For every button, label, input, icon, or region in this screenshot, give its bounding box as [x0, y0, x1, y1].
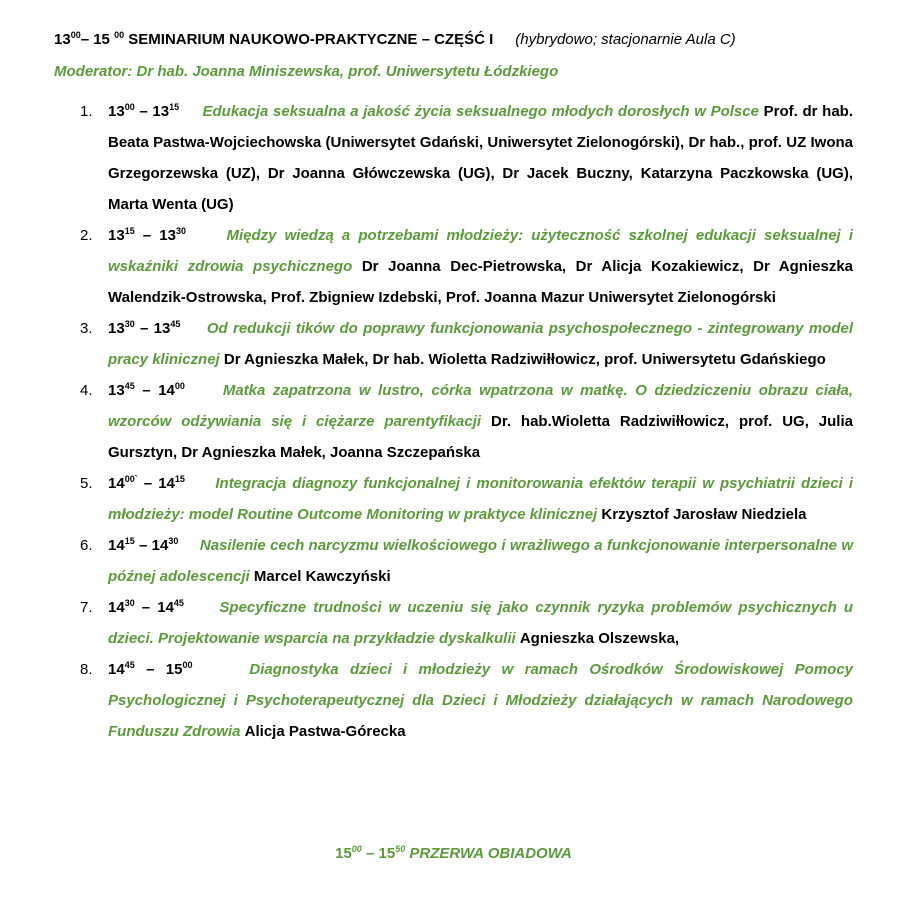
session-header: $13^{00}-$ 15 $^{00}$ SEMINARIUM NAUKOWO-PRAKTYCZNE – CZĘŚĆ I (hybrydowo; stacjonarnie Aula C): [54, 30, 736, 48]
item-start-hour: 13: [108, 227, 125, 244]
agenda-list: [0, 96, 907, 747]
moderator-line: Moderator: Dr hab. Joanna Miniszewska, prof. Uniwersytetu Łódzkiego: [54, 63, 559, 80]
item-title: Od redukcji tików do poprawy funkcjonowania psychospołecznego - zintegrowany model pracy klinicznej: [108, 320, 853, 368]
item-authors: Dr Joanna Dec-Pietrowska, Dr Alicja Kozakiewicz, Dr Agnieszka Walendzik-Ostrowska, Prof. Zbigniew Izdebski, Prof. Joanna Mazur Uniwersytet Zielonogórski: [108, 258, 854, 306]
item-time: $14^{30} - 14^{45}$: [108, 598, 184, 616]
item-start-min: 00`: [124, 474, 138, 484]
item-title: Diagnostyka dzieci i młodzieży w ramach Ośrodków Środowiskowej Pomocy Psychologicznej i Psychoterapeutycznej dla Dzieci i Młodzieży działających w ramach Narodowego Funduszu Zdrowia: [108, 661, 854, 740]
agenda-item: [0, 313, 853, 375]
item-title: Nasilenie cech narcyzmu wielkościowego i wrażliwego a funkcjonowanie interpersonalne w późnej adolescencji: [108, 537, 853, 585]
item-end-hour: 14: [157, 599, 174, 616]
item-title: Integracja diagnozy funkcjonalnej i monitorowania efektów terapii w psychiatrii dzieci i młodzieży: model Routine Outcome Monitoring w praktyce klinicznej: [108, 475, 853, 523]
session-location-note: (hybrydowo; stacjonarnie Aula C): [515, 31, 736, 48]
item-number: 8.: [80, 661, 93, 678]
item-authors: Alicja Pastwa-Górecka: [244, 723, 406, 740]
agenda-item: [0, 654, 853, 747]
item-end-min: 30: [175, 226, 186, 236]
item-start-min: 30: [124, 319, 135, 329]
session-start-hour: 13: [54, 31, 71, 48]
session-title: SEMINARIUM NAUKOWO-PRAKTYCZNE – CZĘŚĆ I: [128, 31, 494, 48]
item-number: 5.: [80, 475, 93, 492]
item-start-hour: 13: [108, 103, 125, 120]
break-end-hour: 15: [378, 845, 396, 862]
agenda-item: [0, 468, 853, 530]
item-end-min: 45: [170, 319, 181, 329]
item-authors: Dr. hab.Wioletta Radziwiłłowicz, prof. UG, Julia Gursztyn, Dr Agnieszka Małek, Joanna Szczepańska: [108, 413, 853, 461]
item-authors: Agnieszka Olszewska,: [519, 630, 680, 647]
item-authors: Krzysztof Jarosław Niedziela: [601, 506, 807, 523]
break-start-min: 00: [351, 844, 362, 854]
item-end-min: 00: [174, 381, 185, 391]
agenda-item: [0, 96, 853, 220]
item-start-min: 45: [124, 660, 135, 670]
item-end-min: 45: [173, 598, 184, 608]
item-start-min: 45: [124, 381, 135, 391]
break-label: PRZERWA OBIADOWA: [409, 845, 572, 862]
item-number: 1.: [80, 103, 93, 120]
agenda-item: [0, 530, 853, 592]
item-end-hour: 14: [151, 537, 169, 554]
item-title: Między wiedzą a potrzebami młodzieży: użyteczność szkolnej edukacji seksualnej i wskaźniki zdrowia psychicznego: [108, 227, 853, 275]
item-start-hour: 14: [108, 661, 125, 678]
item-start-min: 15: [124, 226, 135, 236]
item-end-min: 00: [182, 660, 193, 670]
item-start-min: 00: [124, 102, 135, 112]
item-time: $14^{00`} - 14^{15}$: [108, 474, 185, 492]
item-title: Specyficzne trudności w uczeniu się jako czynnik ryzyka problemów psychicznych u dzieci. Projektowanie wsparcia na przykładzie dyskalkulii: [108, 599, 853, 647]
item-number: 3.: [80, 320, 93, 337]
item-time: $14^{15} - 14^{30}$: [108, 536, 179, 554]
agenda-item: [0, 220, 853, 313]
item-authors: Marcel Kawczyński: [253, 568, 391, 585]
item-start-hour: 14: [108, 599, 125, 616]
item-end-min: 30: [168, 536, 179, 546]
session-end-min: 00: [114, 30, 125, 40]
item-authors: Dr Agnieszka Małek, Dr hab. Wioletta Radziwiłłowicz, prof. Uniwersytetu Gdańskiego: [223, 351, 826, 368]
item-number: 6.: [80, 537, 93, 554]
item-start-min: 30: [124, 598, 135, 608]
item-title: Edukacja seksualna a jakość życia seksualnego młodych dorosłych w Polsce: [202, 103, 759, 120]
item-end-hour: 15: [165, 661, 183, 678]
item-start-hour: 13: [108, 320, 125, 337]
item-number: 4.: [80, 382, 93, 399]
lunch-break: $15^{00} - 15^{50}$ PRZERWA OBIADOWA: [335, 844, 572, 862]
break-end-min: 50: [395, 844, 406, 854]
item-start-hour: 14: [108, 475, 125, 492]
item-time: $13^{45} - 14^{00}$: [108, 381, 185, 399]
item-start-hour: 14: [108, 537, 125, 554]
item-authors: Prof. dr hab. Beata Pastwa-Wojciechowska (Uniwersytet Gdański, Uniwersytet Zielonogórski), Dr hab., prof. UZ Iwona Grzegorzewska (UZ), Dr Joanna Główczewska (UG), Dr Jacek Buczny, Katarzyna Paczkowska (UG), Marta Wenta (UG): [108, 103, 854, 213]
agenda-item: [0, 375, 853, 468]
item-end-min: 15: [174, 474, 185, 484]
session-end-hour: 15: [93, 31, 110, 48]
item-number: 7.: [80, 599, 93, 616]
item-end-hour: 14: [158, 382, 175, 399]
item-end-hour: 13: [152, 103, 170, 120]
session-start-min: 00: [70, 30, 81, 40]
item-title: Matka zapatrzona w lustro, córka wpatrzona w matkę. O dziedziczeniu obrazu ciała, wzorców odżywiania się i ciężarze parentyfikacji: [108, 382, 854, 430]
item-end-hour: 14: [158, 475, 175, 492]
item-end-hour: 13: [153, 320, 171, 337]
item-end-hour: 13: [159, 227, 176, 244]
item-time: $13^{15} - 13^{30}$: [108, 226, 186, 244]
break-start-hour: 15: [335, 845, 352, 862]
item-end-min: 15: [169, 102, 180, 112]
item-time: $13^{30} - 13^{45}$: [108, 319, 181, 337]
item-start-min: 15: [124, 536, 135, 546]
item-number: 2.: [80, 227, 93, 244]
item-time: $14^{45} - 15^{00}$: [108, 660, 193, 678]
agenda-item: [0, 592, 853, 654]
item-start-hour: 13: [108, 382, 125, 399]
item-time: $13^{00} - 13^{15}$: [108, 102, 180, 120]
